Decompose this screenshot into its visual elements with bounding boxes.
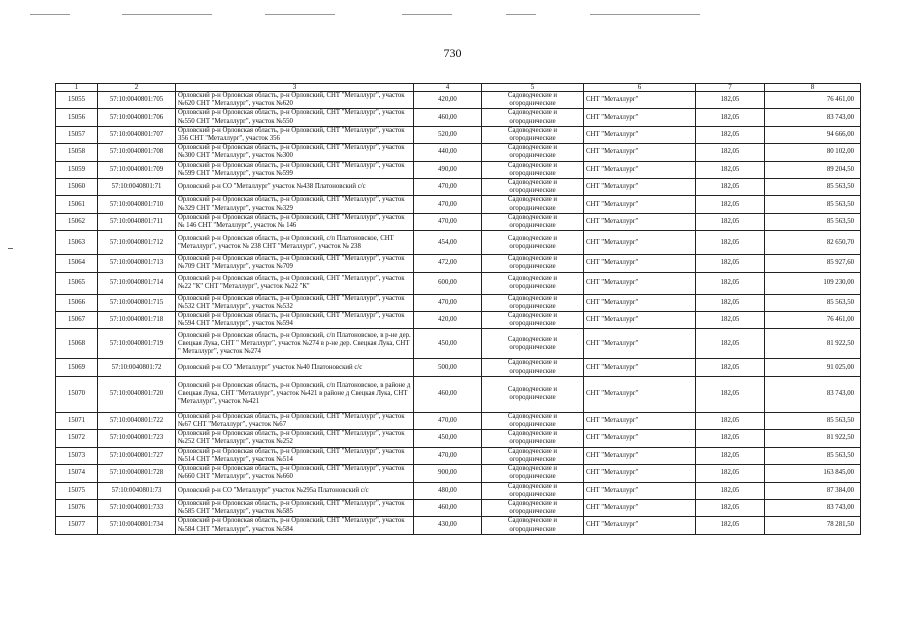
location-cell: СНТ "Металлург" bbox=[584, 196, 696, 213]
row-number-cell: 15055 bbox=[56, 92, 98, 109]
cadastral-number-cell: 57:10:0040801:715 bbox=[98, 294, 176, 311]
address-cell: Орловский р-н Орловская область, р-н Орловский, СНТ "Металлург", участок №599 СНТ "Металлург", участок №599 bbox=[176, 161, 414, 178]
table-row bbox=[56, 359, 861, 376]
page-number: 730 bbox=[443, 46, 462, 60]
location-cell: СНТ "Металлург" bbox=[584, 329, 696, 359]
table-row bbox=[56, 294, 861, 311]
table-row bbox=[56, 161, 861, 178]
land-use-cell: Садоводческие и огороднические bbox=[482, 412, 584, 429]
land-use-cell: Садоводческие и огороднические bbox=[482, 517, 584, 534]
specific-value-cell: 182,05 bbox=[696, 517, 765, 534]
cadastral-value-cell: 109 230,00 bbox=[765, 272, 861, 294]
table-row bbox=[56, 179, 861, 196]
cadastral-number-cell: 57:10:0040801:727 bbox=[98, 447, 176, 464]
area-cell: 472,00 bbox=[414, 255, 482, 272]
specific-value-cell: 182,05 bbox=[696, 144, 765, 161]
cadastral-number-cell: 57:10:0040801:706 bbox=[98, 109, 176, 126]
area-cell: 450,00 bbox=[414, 329, 482, 359]
area-cell: 454,00 bbox=[414, 231, 482, 255]
location-cell: СНТ "Металлург" bbox=[584, 312, 696, 329]
cadastral-value-cell: 85 563,50 bbox=[765, 213, 861, 230]
land-use-cell: Садоводческие и огороднические bbox=[482, 109, 584, 126]
address-cell: Орловский р-н СО "Металлург" участок №295а Платоновский с/с bbox=[176, 482, 414, 499]
area-cell: 470,00 bbox=[414, 196, 482, 213]
specific-value-cell: 182,05 bbox=[696, 412, 765, 429]
row-number-cell: 15068 bbox=[56, 329, 98, 359]
location-cell: СНТ "Металлург" bbox=[584, 294, 696, 311]
column-header-5: 5 bbox=[482, 84, 584, 92]
address-cell: Орловский р-н Орловская область, р-н Орловский, СНТ "Металлург", участок №585 СНТ "Металлург", участок №585 bbox=[176, 499, 414, 516]
cadastral-value-cell: 85 563,50 bbox=[765, 294, 861, 311]
specific-value-cell: 182,05 bbox=[696, 447, 765, 464]
row-number-cell: 15064 bbox=[56, 255, 98, 272]
cadastral-value-cell: 85 927,60 bbox=[765, 255, 861, 272]
cadastral-value-cell: 94 666,00 bbox=[765, 126, 861, 143]
cadastral-value-cell: 85 563,50 bbox=[765, 412, 861, 429]
cadastral-number-cell: 57:10:0040801:734 bbox=[98, 517, 176, 534]
header-row bbox=[56, 84, 861, 92]
row-number-cell: 15059 bbox=[56, 161, 98, 178]
table-row bbox=[56, 126, 861, 143]
address-cell: Орловский р-н Орловская область, р-н Орловский, СНТ "Металлург", участок №620 СНТ "Металлург", участок №620 bbox=[176, 92, 414, 109]
address-cell: Орловский р-н Орловская область, р-н Орловский, СНТ "Металлург", участок 356 СНТ "Металлург", участок 356 bbox=[176, 126, 414, 143]
row-number-cell: 15077 bbox=[56, 517, 98, 534]
specific-value-cell: 182,05 bbox=[696, 376, 765, 412]
specific-value-cell: 182,05 bbox=[696, 465, 765, 482]
cadastral-number-cell: 57:10:0040801:719 bbox=[98, 329, 176, 359]
cadastral-value-cell: 83 743,00 bbox=[765, 499, 861, 516]
address-cell: Орловский р-н Орловская область, р-н Орловский, СНТ "Металлург", участок № 146 СНТ "Металлург", участок № 146 bbox=[176, 213, 414, 230]
cadastral-number-cell: 57:10:0040801:733 bbox=[98, 499, 176, 516]
table-row bbox=[56, 329, 861, 359]
location-cell: СНТ "Металлург" bbox=[584, 412, 696, 429]
area-cell: 600,00 bbox=[414, 272, 482, 294]
row-number-cell: 15075 bbox=[56, 482, 98, 499]
location-cell: СНТ "Металлург" bbox=[584, 517, 696, 534]
specific-value-cell: 182,05 bbox=[696, 179, 765, 196]
table-row bbox=[56, 196, 861, 213]
cadastral-value-cell: 81 922,50 bbox=[765, 430, 861, 447]
column-header-8: 8 bbox=[765, 84, 861, 92]
table-row bbox=[56, 412, 861, 429]
margin-mark bbox=[8, 248, 13, 249]
area-cell: 480,00 bbox=[414, 482, 482, 499]
cadastral-number-cell: 57:10:0040801:73 bbox=[98, 482, 176, 499]
address-cell: Орловский р-н Орловская область, р-н Орловский, СНТ "Металлург", участок №594 СНТ "Металлург", участок №594 bbox=[176, 312, 414, 329]
row-number-cell: 15074 bbox=[56, 465, 98, 482]
table-row bbox=[56, 376, 861, 412]
address-cell: Орловский р-н Орловская область, р-н Орловский, с/п Платоновское, в районе д Свецкая Лука, СНТ "Металлург", участок №421 в районе д Свецкая Лука, СНТ "Металлург", участок №421 bbox=[176, 376, 414, 412]
row-number-cell: 15065 bbox=[56, 272, 98, 294]
location-cell: СНТ "Металлург" bbox=[584, 213, 696, 230]
cadastral-number-cell: 57:10:0040801:709 bbox=[98, 161, 176, 178]
row-number-cell: 15067 bbox=[56, 312, 98, 329]
table-row bbox=[56, 482, 861, 499]
column-header-2: 2 bbox=[98, 84, 176, 92]
row-number-cell: 15061 bbox=[56, 196, 98, 213]
location-cell: СНТ "Металлург" bbox=[584, 144, 696, 161]
land-use-cell: Садоводческие и огороднические bbox=[482, 447, 584, 464]
location-cell: СНТ "Металлург" bbox=[584, 430, 696, 447]
area-cell: 470,00 bbox=[414, 412, 482, 429]
land-use-cell: Садоводческие и огороднические bbox=[482, 196, 584, 213]
specific-value-cell: 182,05 bbox=[696, 213, 765, 230]
area-cell: 420,00 bbox=[414, 92, 482, 109]
land-use-cell: Садоводческие и огороднические bbox=[482, 499, 584, 516]
column-header-3: 3 bbox=[176, 84, 414, 92]
table-row bbox=[56, 255, 861, 272]
land-use-cell: Садоводческие и огороднические bbox=[482, 255, 584, 272]
cadastral-number-cell: 57:10:0040801:711 bbox=[98, 213, 176, 230]
area-cell: 430,00 bbox=[414, 517, 482, 534]
cadastral-number-cell: 57:10:0040801:708 bbox=[98, 144, 176, 161]
area-cell: 440,00 bbox=[414, 144, 482, 161]
location-cell: СНТ "Металлург" bbox=[584, 231, 696, 255]
land-use-cell: Садоводческие и огороднические bbox=[482, 144, 584, 161]
address-cell: Орловский р-н Орловская область, р-н Орловский, СНТ "Металлург", участок №532 СНТ "Металлург", участок №532 bbox=[176, 294, 414, 311]
land-use-cell: Садоводческие и огороднические bbox=[482, 179, 584, 196]
cadastral-number-cell: 57:10:0040801:712 bbox=[98, 231, 176, 255]
land-use-cell: Садоводческие и огороднические bbox=[482, 376, 584, 412]
location-cell: СНТ "Металлург" bbox=[584, 179, 696, 196]
row-number-cell: 15069 bbox=[56, 359, 98, 376]
location-cell: СНТ "Металлург" bbox=[584, 126, 696, 143]
location-cell: СНТ "Металлург" bbox=[584, 109, 696, 126]
land-use-cell: Садоводческие и огороднические bbox=[482, 272, 584, 294]
address-cell: Орловский р-н Орловская область, р-н Орловский, СНТ "Металлург", участок №584 СНТ "Металлург", участок №584 bbox=[176, 517, 414, 534]
specific-value-cell: 182,05 bbox=[696, 312, 765, 329]
cadastral-value-cell: 76 461,00 bbox=[765, 92, 861, 109]
land-use-cell: Садоводческие и огороднические bbox=[482, 430, 584, 447]
area-cell: 470,00 bbox=[414, 294, 482, 311]
cadastral-value-cell: 76 461,00 bbox=[765, 312, 861, 329]
specific-value-cell: 182,05 bbox=[696, 329, 765, 359]
column-header-6: 6 bbox=[584, 84, 696, 92]
address-cell: Орловский р-н Орловская область, р-н Орловский, с/п Платоновское, СНТ "Металлург", участок № 238 СНТ "Металлург", участок № 238 bbox=[176, 231, 414, 255]
area-cell: 420,00 bbox=[414, 312, 482, 329]
area-cell: 470,00 bbox=[414, 447, 482, 464]
cadastral-value-cell: 87 384,00 bbox=[765, 482, 861, 499]
scan-noise bbox=[30, 14, 720, 20]
row-number-cell: 15066 bbox=[56, 294, 98, 311]
cadastral-value-cell: 83 743,00 bbox=[765, 109, 861, 126]
table-row bbox=[56, 213, 861, 230]
table-row bbox=[56, 92, 861, 109]
column-header-4: 4 bbox=[414, 84, 482, 92]
land-use-cell: Садоводческие и огороднические bbox=[482, 465, 584, 482]
cadastral-number-cell: 57:10:0040801:718 bbox=[98, 312, 176, 329]
location-cell: СНТ "Металлург" bbox=[584, 499, 696, 516]
cadastral-number-cell: 57:10:0040801:707 bbox=[98, 126, 176, 143]
specific-value-cell: 182,05 bbox=[696, 92, 765, 109]
specific-value-cell: 182,05 bbox=[696, 161, 765, 178]
land-use-cell: Садоводческие и огороднические bbox=[482, 329, 584, 359]
cadastral-number-cell: 57:10:0040801:710 bbox=[98, 196, 176, 213]
row-number-cell: 15072 bbox=[56, 430, 98, 447]
specific-value-cell: 182,05 bbox=[696, 109, 765, 126]
table-row bbox=[56, 499, 861, 516]
cadastral-number-cell: 57:10:0040801:705 bbox=[98, 92, 176, 109]
row-number-cell: 15076 bbox=[56, 499, 98, 516]
row-number-cell: 15070 bbox=[56, 376, 98, 412]
area-cell: 460,00 bbox=[414, 109, 482, 126]
address-cell: Орловский р-н Орловская область, р-н Орловский, СНТ "Металлург", участок №300 СНТ "Металлург", участок №300 bbox=[176, 144, 414, 161]
land-use-cell: Садоводческие и огороднические bbox=[482, 213, 584, 230]
location-cell: СНТ "Металлург" bbox=[584, 272, 696, 294]
area-cell: 470,00 bbox=[414, 179, 482, 196]
table-row bbox=[56, 517, 861, 534]
area-cell: 520,00 bbox=[414, 126, 482, 143]
land-use-cell: Садоводческие и огороднические bbox=[482, 161, 584, 178]
land-plots-table bbox=[55, 83, 861, 535]
table-row bbox=[56, 465, 861, 482]
specific-value-cell: 182,05 bbox=[696, 231, 765, 255]
cadastral-value-cell: 89 204,50 bbox=[765, 161, 861, 178]
cadastral-number-cell: 57:10:0040801:71 bbox=[98, 179, 176, 196]
table-row bbox=[56, 272, 861, 294]
cadastral-number-cell: 57:10:0040801:728 bbox=[98, 465, 176, 482]
address-cell: Орловский р-н Орловская область, р-н Орловский, СНТ "Металлург", участок №67 СНТ "Металлург", участок №67 bbox=[176, 412, 414, 429]
row-number-cell: 15060 bbox=[56, 179, 98, 196]
row-number-cell: 15056 bbox=[56, 109, 98, 126]
address-cell: Орловский р-н Орловская область, р-н Орловский, СНТ "Металлург", участок №514 СНТ "Металлург", участок №514 bbox=[176, 447, 414, 464]
location-cell: СНТ "Металлург" bbox=[584, 161, 696, 178]
area-cell: 450,00 bbox=[414, 430, 482, 447]
specific-value-cell: 182,05 bbox=[696, 126, 765, 143]
row-number-cell: 15062 bbox=[56, 213, 98, 230]
land-use-cell: Садоводческие и огороднические bbox=[482, 92, 584, 109]
table-row bbox=[56, 430, 861, 447]
land-use-cell: Садоводческие и огороднические bbox=[482, 312, 584, 329]
table-body bbox=[56, 92, 861, 535]
location-cell: СНТ "Металлург" bbox=[584, 482, 696, 499]
cadastral-number-cell: 57:10:0040801:723 bbox=[98, 430, 176, 447]
address-cell: Орловский р-н Орловская область, р-н Орловский, СНТ "Металлург", участок №22 "К" СНТ "Металлург", участок №22 "К" bbox=[176, 272, 414, 294]
cadastral-number-cell: 57:10:0040801:72 bbox=[98, 359, 176, 376]
row-number-cell: 15071 bbox=[56, 412, 98, 429]
cadastral-value-cell: 78 281,50 bbox=[765, 517, 861, 534]
cadastral-value-cell: 85 563,50 bbox=[765, 179, 861, 196]
specific-value-cell: 182,05 bbox=[696, 255, 765, 272]
specific-value-cell: 182,05 bbox=[696, 359, 765, 376]
cadastral-number-cell: 57:10:0040801:714 bbox=[98, 272, 176, 294]
location-cell: СНТ "Металлург" bbox=[584, 92, 696, 109]
specific-value-cell: 182,05 bbox=[696, 196, 765, 213]
table-header bbox=[56, 84, 861, 92]
row-number-cell: 15073 bbox=[56, 447, 98, 464]
area-cell: 460,00 bbox=[414, 376, 482, 412]
row-number-cell: 15058 bbox=[56, 144, 98, 161]
location-cell: СНТ "Металлург" bbox=[584, 447, 696, 464]
specific-value-cell: 182,05 bbox=[696, 430, 765, 447]
cadastral-value-cell: 85 563,50 bbox=[765, 196, 861, 213]
cadastral-value-cell: 91 025,00 bbox=[765, 359, 861, 376]
location-cell: СНТ "Металлург" bbox=[584, 376, 696, 412]
column-header-7: 7 bbox=[696, 84, 765, 92]
table-row bbox=[56, 144, 861, 161]
location-cell: СНТ "Металлург" bbox=[584, 359, 696, 376]
table-row bbox=[56, 447, 861, 464]
cadastral-number-cell: 57:10:0040801:720 bbox=[98, 376, 176, 412]
cadastral-value-cell: 163 845,00 bbox=[765, 465, 861, 482]
cadastral-value-cell: 81 922,50 bbox=[765, 329, 861, 359]
land-use-cell: Садоводческие и огороднические bbox=[482, 231, 584, 255]
address-cell: Орловский р-н СО "Металлург" участок №40 Платоновский с/с bbox=[176, 359, 414, 376]
area-cell: 500,00 bbox=[414, 359, 482, 376]
specific-value-cell: 182,05 bbox=[696, 482, 765, 499]
cadastral-number-cell: 57:10:0040801:722 bbox=[98, 412, 176, 429]
area-cell: 470,00 bbox=[414, 213, 482, 230]
cadastral-value-cell: 83 743,00 bbox=[765, 376, 861, 412]
land-use-cell: Садоводческие и огороднические bbox=[482, 294, 584, 311]
address-cell: Орловский р-н Орловская область, р-н Орловский, СНТ "Металлург", участок №329 СНТ "Металлург", участок №329 bbox=[176, 196, 414, 213]
address-cell: Орловский р-н Орловская область, р-н Орловский, СНТ "Металлург", участок №660 СНТ "Металлург", участок №660 bbox=[176, 465, 414, 482]
specific-value-cell: 182,05 bbox=[696, 294, 765, 311]
location-cell: СНТ "Металлург" bbox=[584, 465, 696, 482]
land-use-cell: Садоводческие и огороднические bbox=[482, 359, 584, 376]
address-cell: Орловский р-н Орловская область, р-н Орловский, СНТ "Металлург", участок №252 СНТ "Металлург", участок №252 bbox=[176, 430, 414, 447]
row-number-cell: 15057 bbox=[56, 126, 98, 143]
cadastral-value-cell: 85 563,50 bbox=[765, 447, 861, 464]
cadastral-value-cell: 80 102,00 bbox=[765, 144, 861, 161]
area-cell: 900,00 bbox=[414, 465, 482, 482]
column-header-1: 1 bbox=[56, 84, 98, 92]
address-cell: Орловский р-н СО "Металлург" участок №438 Платоновский с/с bbox=[176, 179, 414, 196]
address-cell: Орловский р-н Орловская область, р-н Орловский, СНТ "Металлург", участок №550 СНТ "Металлург", участок №550 bbox=[176, 109, 414, 126]
cadastral-number-cell: 57:10:0040801:713 bbox=[98, 255, 176, 272]
specific-value-cell: 182,05 bbox=[696, 272, 765, 294]
address-cell: Орловский р-н Орловская область, р-н Орловский, с/п Платоновское, в р-не дер. Свецкая Лука, СНТ " Металлург", участок №274 в р-не дер. Свецкая Лука, СНТ " Металлург", участок №274 bbox=[176, 329, 414, 359]
land-use-cell: Садоводческие и огороднические bbox=[482, 126, 584, 143]
address-cell: Орловский р-н Орловская область, р-н Орловский, СНТ "Металлург", участок №709 СНТ "Металлург", участок №709 bbox=[176, 255, 414, 272]
area-cell: 460,00 bbox=[414, 499, 482, 516]
area-cell: 490,00 bbox=[414, 161, 482, 178]
row-number-cell: 15063 bbox=[56, 231, 98, 255]
table-row bbox=[56, 231, 861, 255]
location-cell: СНТ "Металлург" bbox=[584, 255, 696, 272]
land-use-cell: Садоводческие и огороднические bbox=[482, 482, 584, 499]
specific-value-cell: 182,05 bbox=[696, 499, 765, 516]
table-row bbox=[56, 109, 861, 126]
cadastral-value-cell: 82 650,70 bbox=[765, 231, 861, 255]
table-row bbox=[56, 312, 861, 329]
